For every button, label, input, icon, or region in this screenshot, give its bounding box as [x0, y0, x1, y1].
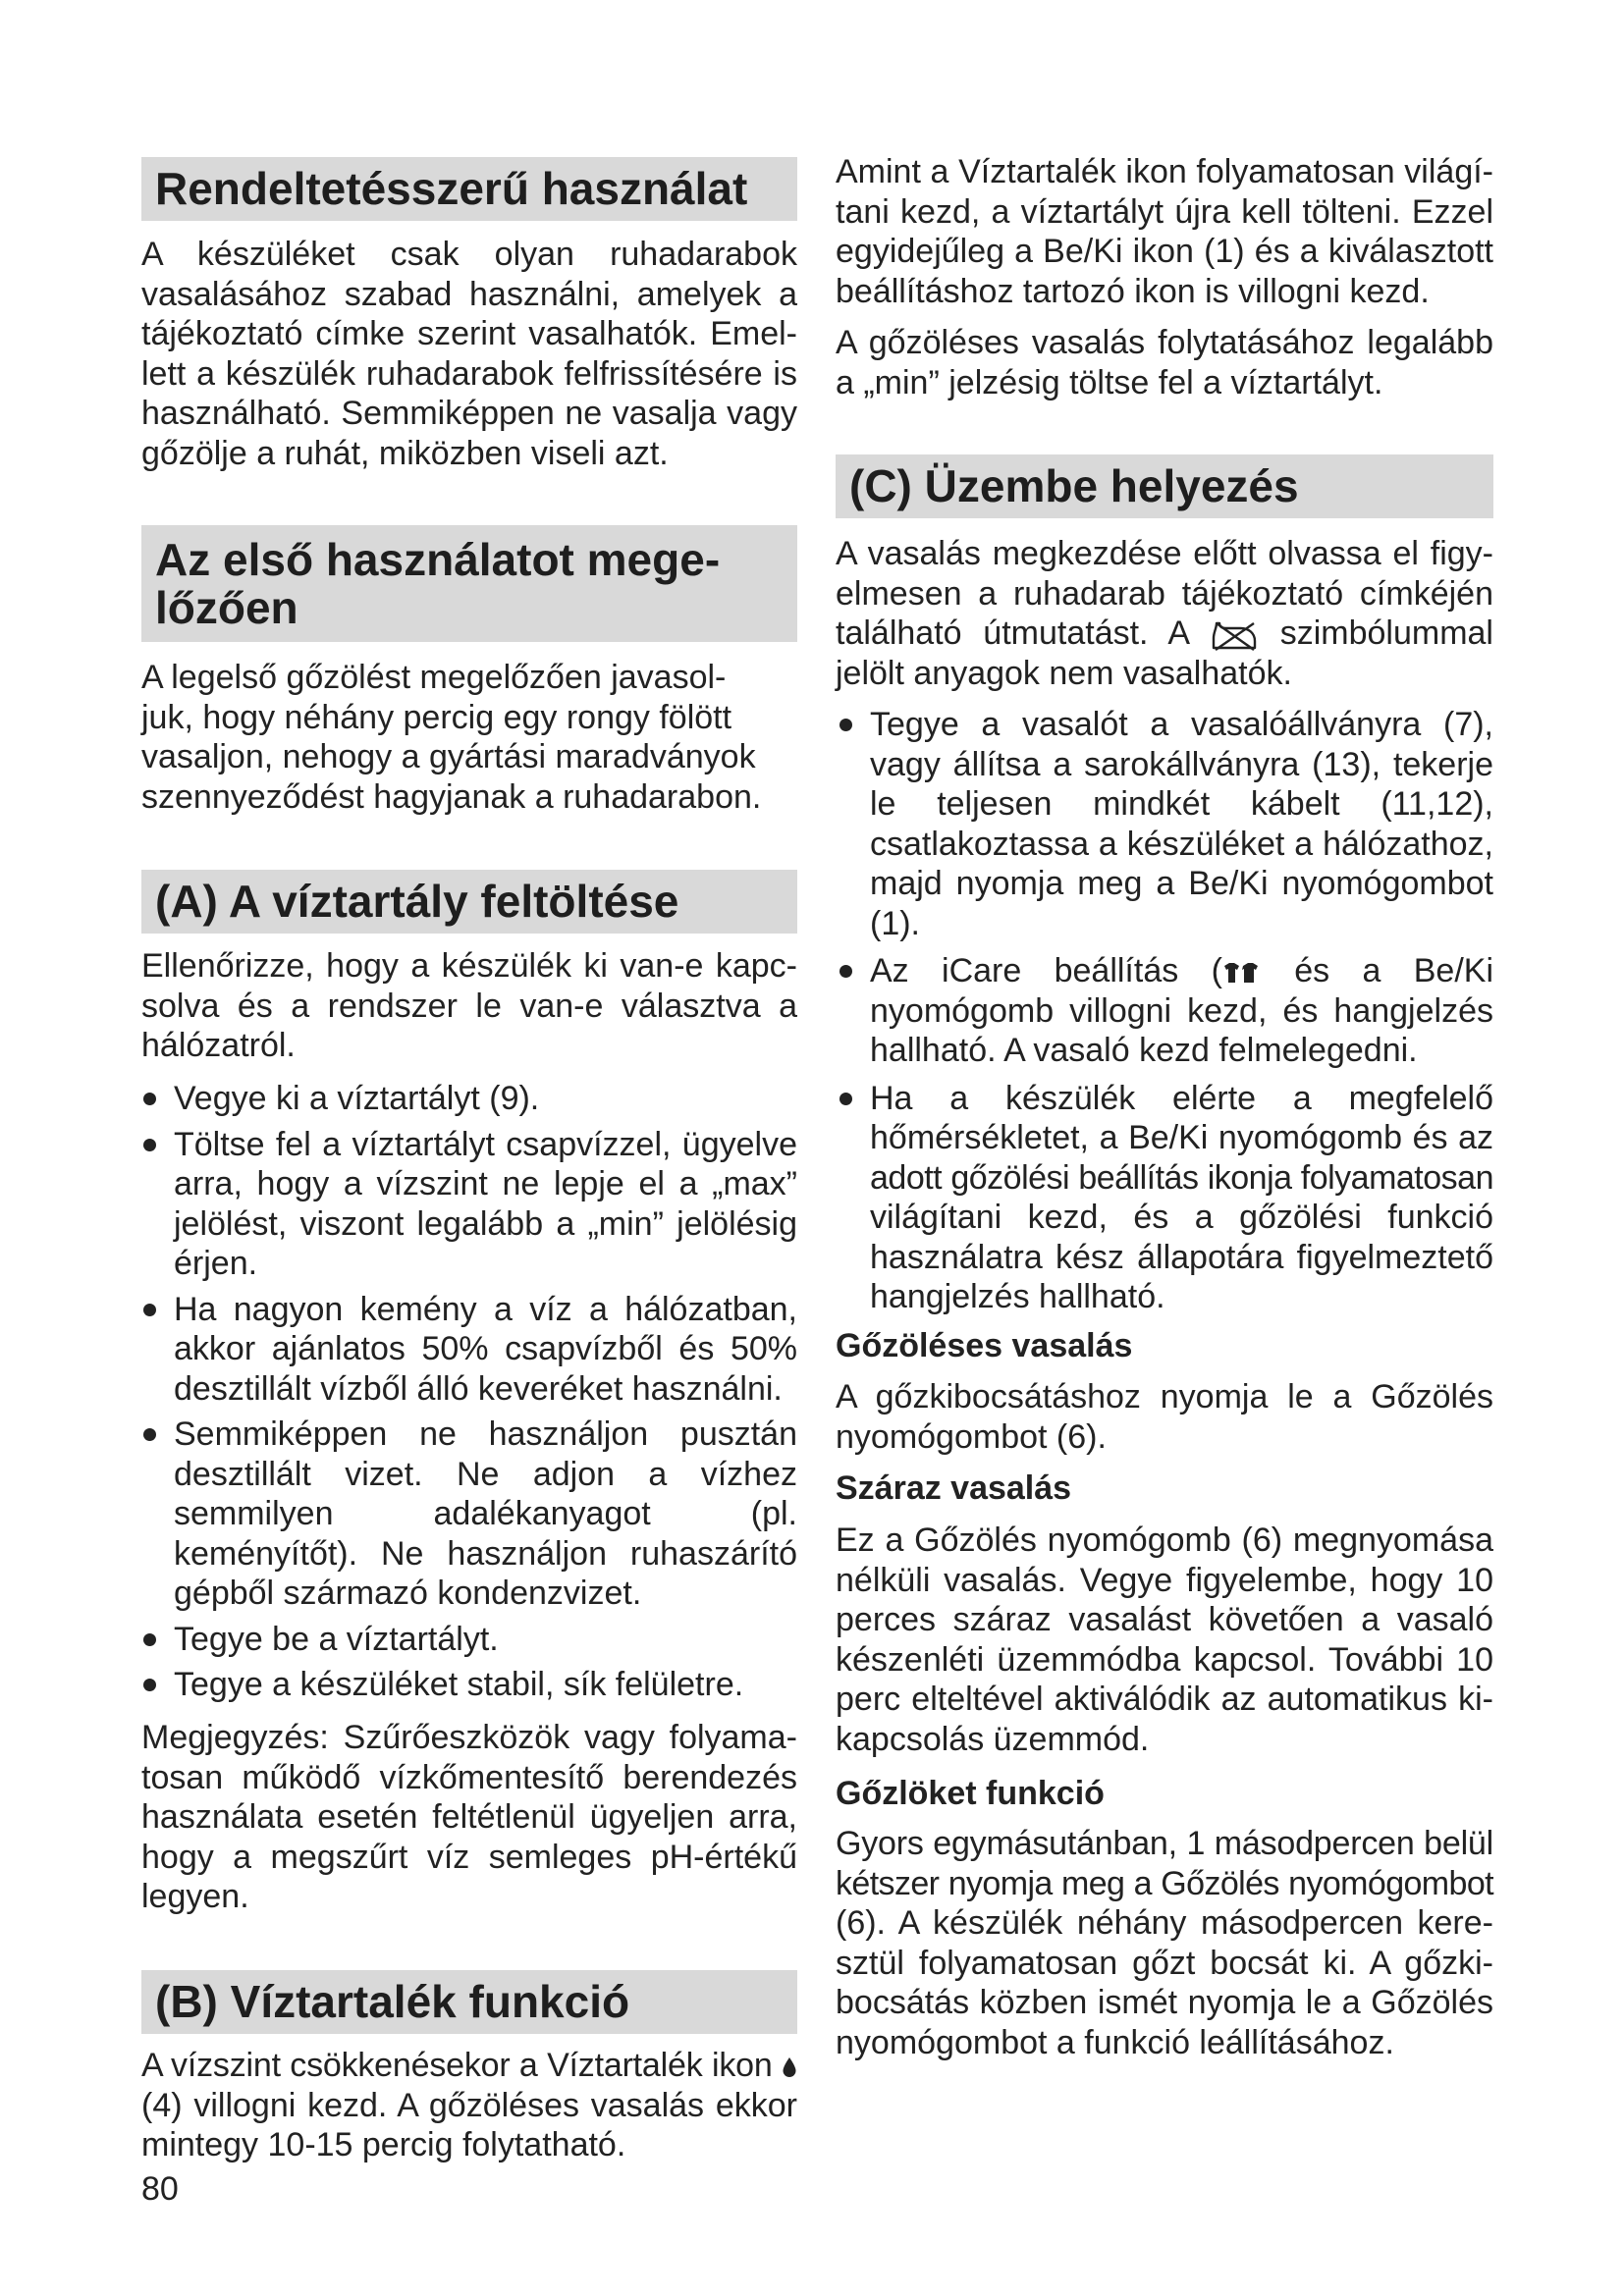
text-segment: és a Be/Ki [1261, 952, 1493, 989]
paragraph-first-use [141, 658, 797, 817]
bullet-dot-icon [143, 1633, 156, 1646]
text-line: hangjelzés hallható. [870, 1278, 1165, 1315]
text-line: jelölést, viszont legalább a „min” jelölésig [174, 1204, 797, 1243]
heading-text-line-2: lőzően [155, 582, 298, 633]
text-line [141, 2046, 797, 2086]
text-line: kapcsolás üzemmód. [836, 1720, 1150, 1758]
text-line: Töltse fel a víztartályt csapvízzel, ügyelve [174, 1125, 797, 1163]
bullet-item [141, 1620, 797, 1660]
text-segment: Az iCare beállítás ( [870, 952, 1222, 989]
text-line: desztillált vizet. Ne adjon a vízhez [174, 1455, 797, 1493]
bullet-text [174, 1620, 797, 1660]
text-line: juk, hogy néhány percig egy rongy fölött [141, 698, 732, 736]
text-line: a „min” jelzésig töltse fel a víztartályt. [836, 363, 1383, 401]
section-heading-startup [836, 454, 1493, 518]
text-line: Ez a Gőzölés nyomógomb (6) megnyomása [836, 1522, 1493, 1559]
text-line: tosan működő vízkőmentesítő berendezés [141, 1758, 797, 1796]
heading-text: (B) Víztartalék funkció [155, 1976, 630, 2027]
text-line: egyidejűleg a Be/Ki ikon (1) és a kiválasztott [836, 233, 1493, 270]
paragraph-steam-burst [836, 1824, 1493, 2062]
icare-setting-icon [1222, 959, 1262, 987]
text-line: le teljesen mindkét kábelt (11,12), [870, 785, 1493, 823]
paragraph-steam-ironing [836, 1377, 1493, 1457]
bullet-dot-icon [839, 1093, 852, 1105]
bullet-dot-icon [143, 1304, 156, 1316]
text-line: kétszer nyomja meg a Gőzölés nyomógombot [836, 1864, 1493, 1902]
text-line: beállításhoz tartozó ikon is villogni kezd. [836, 272, 1430, 310]
bullet-item [141, 1125, 797, 1284]
bullet-list-filling-steps [141, 1079, 797, 1711]
bullet-item [836, 705, 1493, 943]
text-line [836, 614, 1493, 654]
text-line: akkor ajánlatos 50% csapvízből és 50% [174, 1330, 797, 1367]
bullet-item [141, 1290, 797, 1410]
text-line: gőzölje a ruhát, miközben viseli azt. [141, 434, 669, 472]
text-line: arra, hogy a vízszint ne lepje el a „max” [174, 1165, 797, 1202]
text-line: Semmiképpen ne használjon pusztán [174, 1415, 797, 1453]
text-segment: szimbólummal [1258, 614, 1493, 652]
text-line: perces száraz vasalást követően a vasaló [836, 1601, 1493, 1638]
text-line: perc elteltével aktiválódik az automatikus ki- [836, 1681, 1493, 1718]
text-line: Ha nagyon kemény a víz a hálózatban, [174, 1290, 797, 1328]
bullet-text [174, 1079, 797, 1119]
text-line: gépből származó kondenzvizet. [174, 1575, 642, 1612]
text-line: Ha a készülék elérte a megfelelő [870, 1079, 1493, 1117]
text-line: solva és a rendszer le van-e választva a [141, 987, 797, 1025]
text-line: hallható. A vasaló kezd felmelegedni. [870, 1032, 1418, 1069]
text-line: érjen. [174, 1245, 258, 1282]
bullet-text [174, 1125, 797, 1284]
section-heading-intended-use [141, 157, 797, 221]
bullet-text [174, 1415, 797, 1614]
text-line: A gőzkibocsátáshoz nyomja le a Gőzölés [836, 1378, 1493, 1415]
text-segment: található útmutatást. A [836, 614, 1210, 652]
text-line: hogy a megszűrt víz semleges pH-értékű [141, 1838, 797, 1876]
text-line: tájékoztató címke szerint vasalhatók. Emel- [141, 315, 797, 352]
text-line: Tegye be a víztartályt. [174, 1620, 499, 1658]
bullet-item [141, 1665, 797, 1705]
text-line: semmilyen adalékanyagot (pl. [174, 1495, 797, 1532]
text-line: (6). A készülék néhány másodpercen kere- [836, 1904, 1493, 1942]
text-line: Tegye a készüléket stabil, sík felületre. [174, 1666, 744, 1703]
text-line: csatlakoztassa a készüléket a hálózathoz, [870, 825, 1493, 863]
paragraph-filling-note [141, 1718, 797, 1917]
text-line: A gőzöléses vasalás folytatásához legalább [836, 324, 1493, 361]
page-number: 80 [141, 2170, 179, 2208]
paragraph-dry-ironing [836, 1521, 1493, 1759]
text-line: vasalásához szabad használni, amelyek a [141, 275, 797, 313]
text-line: használható. Semmiképpen ne vasalja vagy [141, 395, 797, 432]
text-line: hőmérsékletet, a Be/Ki nyomógomb és az [870, 1119, 1493, 1156]
text-line: lett a készülék ruhadarabok felfrissítésére is [141, 354, 797, 393]
text-line: szennyeződést hagyjanak a ruhadarabon. [141, 777, 762, 816]
text-line: (1). [870, 904, 920, 942]
bullet-item [141, 1079, 797, 1119]
heading-text: (C) Üzembe helyezés [849, 460, 1299, 511]
bullet-text [174, 1665, 797, 1705]
text-line: Megjegyzés: Szűrőeszközök vagy folyama- [141, 1719, 797, 1756]
bullet-item [836, 1079, 1493, 1317]
text-segment: A vízszint csökkenésekor a Víztartalék ikon [141, 2047, 782, 2084]
paragraph-startup-intro [836, 534, 1493, 693]
text-line: sztül folyamatosan gőzt bocsát ki. A gőzki- [836, 1944, 1493, 1982]
bullet-dot-icon [143, 1093, 156, 1105]
paragraph-reserve-continued-2 [836, 323, 1493, 402]
text-line: adott gőzölési beállítás ikonja folyamatosan [870, 1158, 1493, 1197]
text-line: A készüléket csak olyan ruhadarabok [141, 236, 797, 273]
do-not-iron-icon [1210, 618, 1259, 652]
bullet-item [141, 1415, 797, 1614]
text-line: (4) villogni kezd. A gőzöléses vasalás ekkor [141, 2086, 797, 2124]
text-line: készenléti üzemmódba kapcsol. További 10 [836, 1640, 1493, 1679]
text-line: vasaljon, nehogy a gyártási maradványok [141, 738, 756, 775]
heading-text: Rendeltetésszerű használat [155, 163, 748, 214]
text-line: elmesen a ruhadarab tájékoztató címkéjén [836, 574, 1493, 613]
text-line [870, 951, 1493, 991]
text-line: használata esetén feltétlenül ügyeljen arra, [141, 1798, 797, 1836]
section-heading-reserve [141, 1970, 797, 2034]
bullet-text [870, 1079, 1493, 1317]
paragraph-reserve-continued-1 [836, 152, 1493, 311]
heading-text: (A) A víztartály feltöltése [155, 876, 679, 927]
text-line: majd nyomja meg a Be/Ki nyomógombot [870, 865, 1493, 902]
text-line: Vegye ki a víztartályt (9). [174, 1080, 540, 1117]
bullet-dot-icon [839, 719, 852, 731]
subheading-steam-burst: Gőzlöket funkció [836, 1775, 1105, 1812]
bullet-dot-icon [143, 1139, 156, 1151]
text-line: Tegye a vasalót a vasalóállványra (7), [870, 706, 1493, 743]
heading-text-line-1: Az első használatot mege- [155, 534, 721, 585]
text-line: A vasalás megkezdése előtt olvassa el figy- [836, 535, 1493, 572]
text-line: Gyors egymásutánban, 1 másodpercen belül [836, 1825, 1493, 1862]
text-line: A legelső gőzölést megelőzően javasol- [141, 659, 727, 696]
text-line: tani kezd, a víztartályt újra kell tölteni. Ezzel [836, 192, 1493, 231]
paragraph-filling-intro [141, 946, 797, 1066]
text-line: nélküli vasalás. Vegye figyelembe, hogy 10 [836, 1561, 1493, 1599]
water-drop-icon [782, 2056, 797, 2078]
text-line: Amint a Víztartalék ikon folyamatosan világí- [836, 153, 1493, 190]
text-line: jelölt anyagok nem vasalhatók. [836, 654, 1292, 692]
subheading-dry-ironing: Száraz vasalás [836, 1469, 1072, 1507]
text-line: világítani kezd, és a gőzölési funkció [870, 1199, 1493, 1236]
bullet-text [174, 1290, 797, 1410]
bullet-item [836, 951, 1493, 1071]
text-line: bocsátás közben ismét nyomja le a Gőzölés [836, 1984, 1493, 2021]
text-line: Ellenőrizze, hogy a készülék ki van-e kapc- [141, 947, 797, 985]
text-line: legyen. [141, 1878, 249, 1915]
text-line: hálózatról. [141, 1027, 296, 1064]
bullet-list-startup-steps [836, 705, 1493, 1325]
section-heading-filling [141, 870, 797, 934]
text-line: desztillált vízből álló keveréket használni. [174, 1369, 783, 1408]
text-line: keményítőt). Ne használjon ruhaszárító [174, 1534, 797, 1573]
text-line: nyomógombot (6). [836, 1417, 1107, 1456]
bullet-dot-icon [143, 1679, 156, 1691]
text-line: használatra kész állapotára figyelmeztető [870, 1238, 1493, 1276]
bullet-text [870, 705, 1493, 943]
text-line: mintegy 10-15 percig folytatható. [141, 2126, 626, 2163]
bullet-text [870, 951, 1493, 1071]
section-heading-first-use [141, 525, 797, 642]
paragraph-reserve [141, 2046, 797, 2165]
paragraph-intended-use [141, 235, 797, 473]
bullet-dot-icon [839, 965, 852, 978]
text-line: nyomógomb villogni kezd, és hangjelzés [870, 991, 1493, 1030]
bullet-dot-icon [143, 1428, 156, 1441]
subheading-steam-ironing: Gőzöléses vasalás [836, 1327, 1133, 1364]
text-line: vagy állítsa a sarokállványra (13), tekerje [870, 745, 1493, 783]
text-line: nyomógombot a funkció leállításához. [836, 2023, 1394, 2061]
